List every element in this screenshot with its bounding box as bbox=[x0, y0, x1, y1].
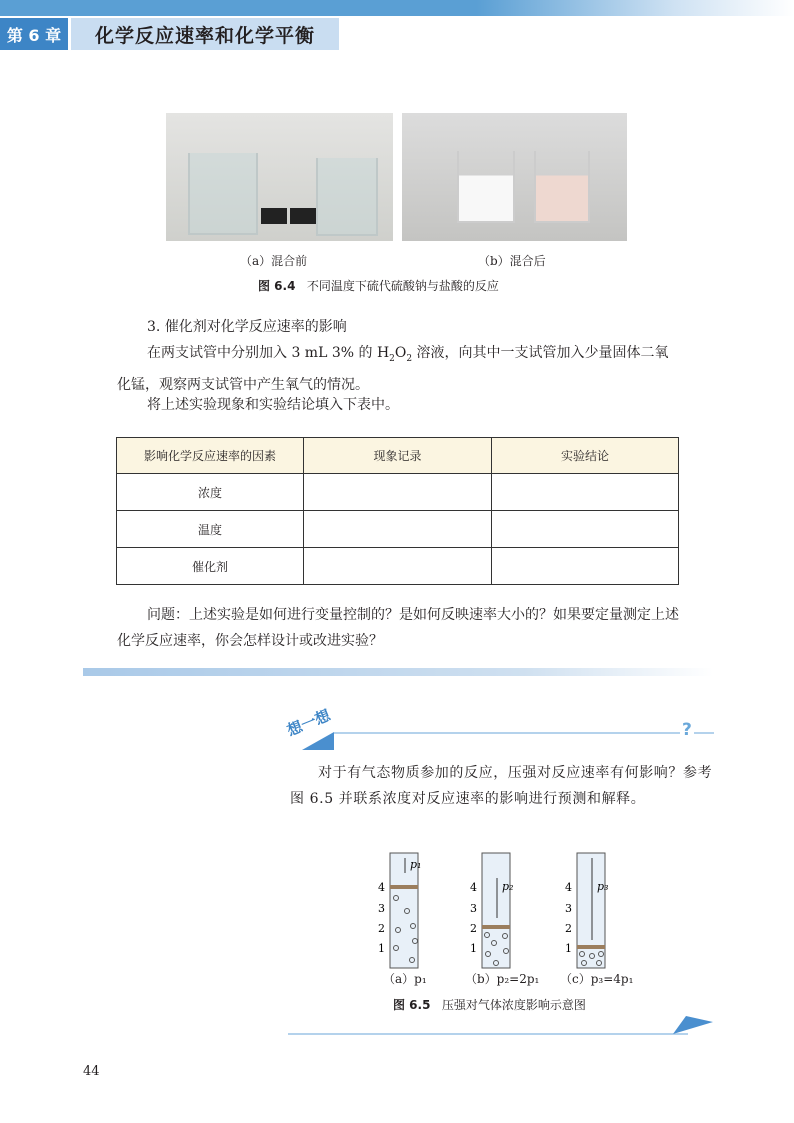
svg-text:p₁: p₁ bbox=[410, 858, 422, 871]
figure-6-5-diagram bbox=[360, 848, 650, 978]
svg-text:3: 3 bbox=[378, 902, 385, 915]
fig64-num: 图 6.4 bbox=[258, 279, 296, 293]
section-heading: 3. 催化剂对化学反应速率的影响 bbox=[147, 319, 347, 335]
think-header-decoration bbox=[282, 710, 714, 752]
svg-text:4: 4 bbox=[565, 881, 572, 894]
col-header: 实验结论 bbox=[492, 438, 679, 474]
svg-text:2: 2 bbox=[378, 922, 385, 935]
cell[interactable] bbox=[304, 511, 492, 548]
svg-text:2: 2 bbox=[470, 922, 477, 935]
photo-before-mixing bbox=[166, 113, 393, 241]
svg-text:1: 1 bbox=[565, 942, 572, 955]
cell[interactable] bbox=[304, 548, 492, 585]
cell[interactable] bbox=[304, 474, 492, 511]
svg-text:3: 3 bbox=[565, 902, 572, 915]
table-row bbox=[117, 548, 679, 585]
cell[interactable] bbox=[492, 474, 679, 511]
question-mark-icon: ? bbox=[682, 720, 692, 740]
top-banner bbox=[0, 0, 794, 16]
svg-text:4: 4 bbox=[470, 881, 477, 894]
cell[interactable] bbox=[492, 511, 679, 548]
table-header-row bbox=[117, 438, 679, 474]
svg-text:p₃: p₃ bbox=[597, 880, 609, 893]
fig65-sub-c: （c）p₃=4p₁ bbox=[560, 972, 634, 986]
fig65-caption: 压强对气体浓度影响示意图 bbox=[441, 998, 586, 1012]
chapter-number: 第 6 章 bbox=[0, 18, 68, 50]
row-label: 催化剂 bbox=[117, 548, 304, 585]
col-header: 影响化学反应速率的因素 bbox=[117, 438, 304, 474]
fig64-caption: 不同温度下硫代硫酸钠与盐酸的反应 bbox=[306, 279, 499, 293]
table-row bbox=[117, 474, 679, 511]
fig65-num: 图 6.5 bbox=[393, 998, 431, 1012]
think-footer-arrow-icon bbox=[288, 1010, 713, 1040]
svg-text:1: 1 bbox=[470, 942, 477, 955]
row-label: 浓度 bbox=[117, 474, 304, 511]
svg-text:4: 4 bbox=[378, 881, 385, 894]
svg-text:2: 2 bbox=[565, 922, 572, 935]
row-label: 温度 bbox=[117, 511, 304, 548]
svg-text:p₂: p₂ bbox=[502, 880, 514, 893]
think-text: 对于有气态物质参加的反应，压强对反应速率有何影响？参考图 6.5 并联系浓度对反应速率的影响进行预测和解释。 bbox=[290, 765, 713, 807]
question-text: 问题：上述实验是如何进行变量控制的？是如何反映速率大小的？如果要定量测定上述化学反应速率，你会怎样设计或改进实验？ bbox=[117, 607, 679, 649]
section-paragraph: 在两支试管中分别加入 3 mL 3% 的 $H_2O_2$ 溶液，向其中一支试管加入少量固体二氧化锰，观察两支试管中产生氧气的情况。 bbox=[117, 345, 669, 393]
think-label: 想一想 bbox=[284, 706, 333, 740]
fig65-sub-b: （b）p₂=2p₁ bbox=[465, 972, 540, 986]
page-number: 44 bbox=[83, 1064, 100, 1079]
fig65-sub-a: （a）p₁ bbox=[383, 972, 427, 986]
fig64-sub-b: （b）混合后 bbox=[478, 254, 546, 268]
photo-after-mixing bbox=[402, 113, 627, 241]
table-row bbox=[117, 511, 679, 548]
svg-text:3: 3 bbox=[470, 902, 477, 915]
col-header: 现象记录 bbox=[304, 438, 492, 474]
section-divider bbox=[83, 668, 713, 676]
svg-text:1: 1 bbox=[378, 942, 385, 955]
fig64-sub-a: （a）混合前 bbox=[240, 254, 308, 268]
section-instruction: 将上述实验现象和实验结论填入下表中。 bbox=[147, 397, 399, 413]
cell[interactable] bbox=[492, 548, 679, 585]
results-table bbox=[116, 437, 679, 585]
chapter-title: 化学反应速率和化学平衡 bbox=[71, 18, 339, 50]
